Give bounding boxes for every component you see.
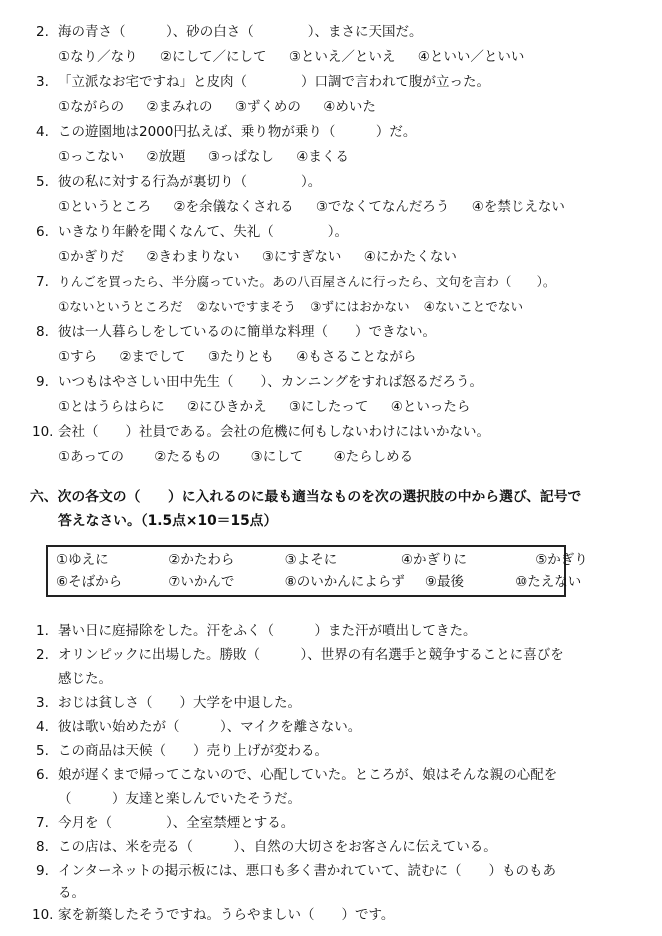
option: ④といい／といい: [417, 49, 525, 65]
choices-box: [46, 545, 588, 597]
option: ④まくる: [296, 149, 349, 165]
option: ④にかたくない: [363, 249, 457, 265]
option: ②を余儀なくされる: [173, 199, 294, 215]
question-number: 9.: [36, 863, 49, 879]
question-number: 2.: [36, 24, 49, 40]
question-number: 3.: [36, 74, 49, 90]
question-text: いきなり年齢を聞くなんて、失礼（ ）。: [58, 224, 348, 240]
option: ①というところ: [58, 199, 152, 215]
choice: ①ゆえに: [56, 552, 109, 568]
option: ③でなくてなんだろう: [315, 199, 450, 215]
option: ②まみれの: [146, 99, 213, 115]
question-text: 今月を（ ）、全室禁煙とする。: [58, 815, 295, 831]
option: ②たるもの: [154, 449, 221, 465]
question-text: おじは貧しさ（ ）大学を中退した。: [58, 695, 301, 711]
choice: ⑥そばから: [56, 574, 123, 590]
question-text: この店は、米を売る（ ）、自然の大切さをお客さんに伝えている。: [58, 839, 497, 855]
option: ③にしたって: [288, 399, 369, 415]
options-row: [58, 151, 367, 165]
question-text: オリンピックに出場した。勝敗（ ）、世界の有名選手と競争することに喜びを: [58, 647, 564, 663]
question-number: 3.: [36, 695, 49, 711]
option: ①とはうらはらに: [58, 399, 165, 415]
choice: ②かたわら: [168, 552, 235, 568]
choice: ⑤かぎり: [535, 552, 588, 568]
options-row: [58, 201, 583, 215]
section-6-title-line1: 六、次の各文の（ ）に入れるのに最も適当なものを次の選択肢の中から選び、記号で: [30, 489, 582, 505]
option: ②までして: [119, 349, 186, 365]
choices-row-1: [56, 554, 608, 568]
question-number: 2.: [36, 647, 49, 663]
question-number: 6.: [36, 767, 49, 783]
choices-row-2: [56, 576, 601, 590]
question-number: 1.: [36, 623, 49, 639]
question-text: 海の青さ（ ）、砂の白さ（ ）、まさに天国だ。: [58, 24, 423, 40]
options-row: [58, 351, 434, 365]
question-text-cont: （ ）友達と楽しんでいたそうだ。: [58, 791, 301, 807]
question-number: 8.: [36, 324, 49, 340]
question-text: 「立派なお宅ですね」と皮肉（ ）口調で言われて腹が立った。: [58, 74, 490, 90]
choice: ⑨最後: [424, 574, 464, 590]
question-number: 4.: [36, 719, 49, 735]
options-row: [58, 301, 533, 314]
question-text-cont: 感じた。: [58, 671, 112, 687]
question-number: 7.: [36, 274, 49, 290]
option: ②にひきかえ: [186, 399, 267, 415]
question-number: 8.: [36, 839, 49, 855]
option: ③っぱなし: [207, 149, 274, 165]
options-row: [58, 401, 488, 415]
option: ②放題: [146, 149, 186, 165]
option: ①ながらの: [58, 99, 125, 115]
question-text: りんごを買ったら、半分腐っていた。あの八百屋さんに行ったら、文句を言わ（ ）。: [58, 274, 556, 289]
option: ④といったら: [390, 399, 471, 415]
question-text: 娘が遅くまで帰ってこないので、心配していた。ところが、娘はそんな親の心配を: [58, 767, 558, 783]
options-row: [58, 451, 439, 465]
question-text: 彼は一人暮らしをしているのに簡単な料理（ ）できない。: [58, 324, 436, 340]
question-text: 家を新築したそうですね。うらやましい（ ）です。: [58, 907, 395, 923]
question-number: 10.: [32, 907, 54, 923]
question-number: 5.: [36, 743, 49, 759]
question-number: 9.: [36, 374, 49, 390]
question-text: 会社（ ）社員である。会社の危機に何もしないわけにはいかない。: [58, 424, 490, 440]
option: ③にして: [250, 449, 304, 465]
choice: ⑧のいかんによらず: [284, 574, 405, 590]
question-5-2: [36, 26, 49, 40]
option: ②にして／にして: [159, 49, 267, 65]
option: ③ずくめの: [234, 99, 301, 115]
question-text-cont: る。: [58, 885, 85, 901]
question-text: 暑い日に庭掃除をした。汗をふく（ ）また汗が噴出してきた。: [58, 623, 477, 639]
choice: ⑩たえない: [515, 574, 582, 590]
option: ②きわまりない: [146, 249, 240, 265]
options-row: [58, 101, 394, 115]
option: ③といえ／といえ: [288, 49, 396, 65]
choice: ③よそに: [284, 552, 338, 568]
option: ①あっての: [58, 449, 124, 465]
option: ②ないですまそう: [196, 299, 297, 314]
question-text: 彼の私に対する行為が裏切り（ ）。: [58, 174, 322, 190]
option: ③たりとも: [207, 349, 274, 365]
question-text: この遊園地は2000円払えば、乗り物が乗り（ ）だ。: [58, 124, 417, 140]
option: ④もさることながら: [296, 349, 417, 365]
option: ③にすぎない: [261, 249, 342, 265]
option: ①っこない: [58, 149, 125, 165]
question-number: 6.: [36, 224, 49, 240]
options-row: [58, 51, 542, 65]
option: ①ないというところだ: [58, 299, 183, 314]
choice: ⑦いかんで: [168, 574, 235, 590]
question-text: 彼は歌い始めたが（ ）、マイクを離さない。: [58, 719, 362, 735]
choice: ④かぎりに: [400, 552, 467, 568]
option: ③ずにはおかない: [310, 299, 410, 314]
option: ④めいた: [323, 99, 376, 115]
question-text: この商品は天候（ ）売り上げが変わる。: [58, 743, 328, 759]
option: ④を禁じえない: [471, 199, 565, 215]
option: ①なり／なり: [58, 49, 138, 65]
option: ①すら: [58, 349, 98, 365]
option: ④たらしめる: [333, 449, 414, 465]
question-number: 7.: [36, 815, 49, 831]
section-6-title-line2: 答えなさい。（1.5点×10＝15点）: [58, 513, 278, 529]
question-number: 4.: [36, 124, 49, 140]
options-row: [58, 251, 475, 265]
question-number: 10.: [32, 424, 54, 440]
option: ①かぎりだ: [58, 249, 125, 265]
question-text: インターネットの掲示板には、悪口も多く書かれていて、読むに（ ）ものもあ: [58, 863, 557, 879]
question-number: 5.: [36, 174, 49, 190]
option: ④ないことでない: [423, 299, 524, 314]
question-text: いつもはやさしい田中先生（ ）、カンニングをすれば怒るだろう。: [58, 374, 483, 390]
